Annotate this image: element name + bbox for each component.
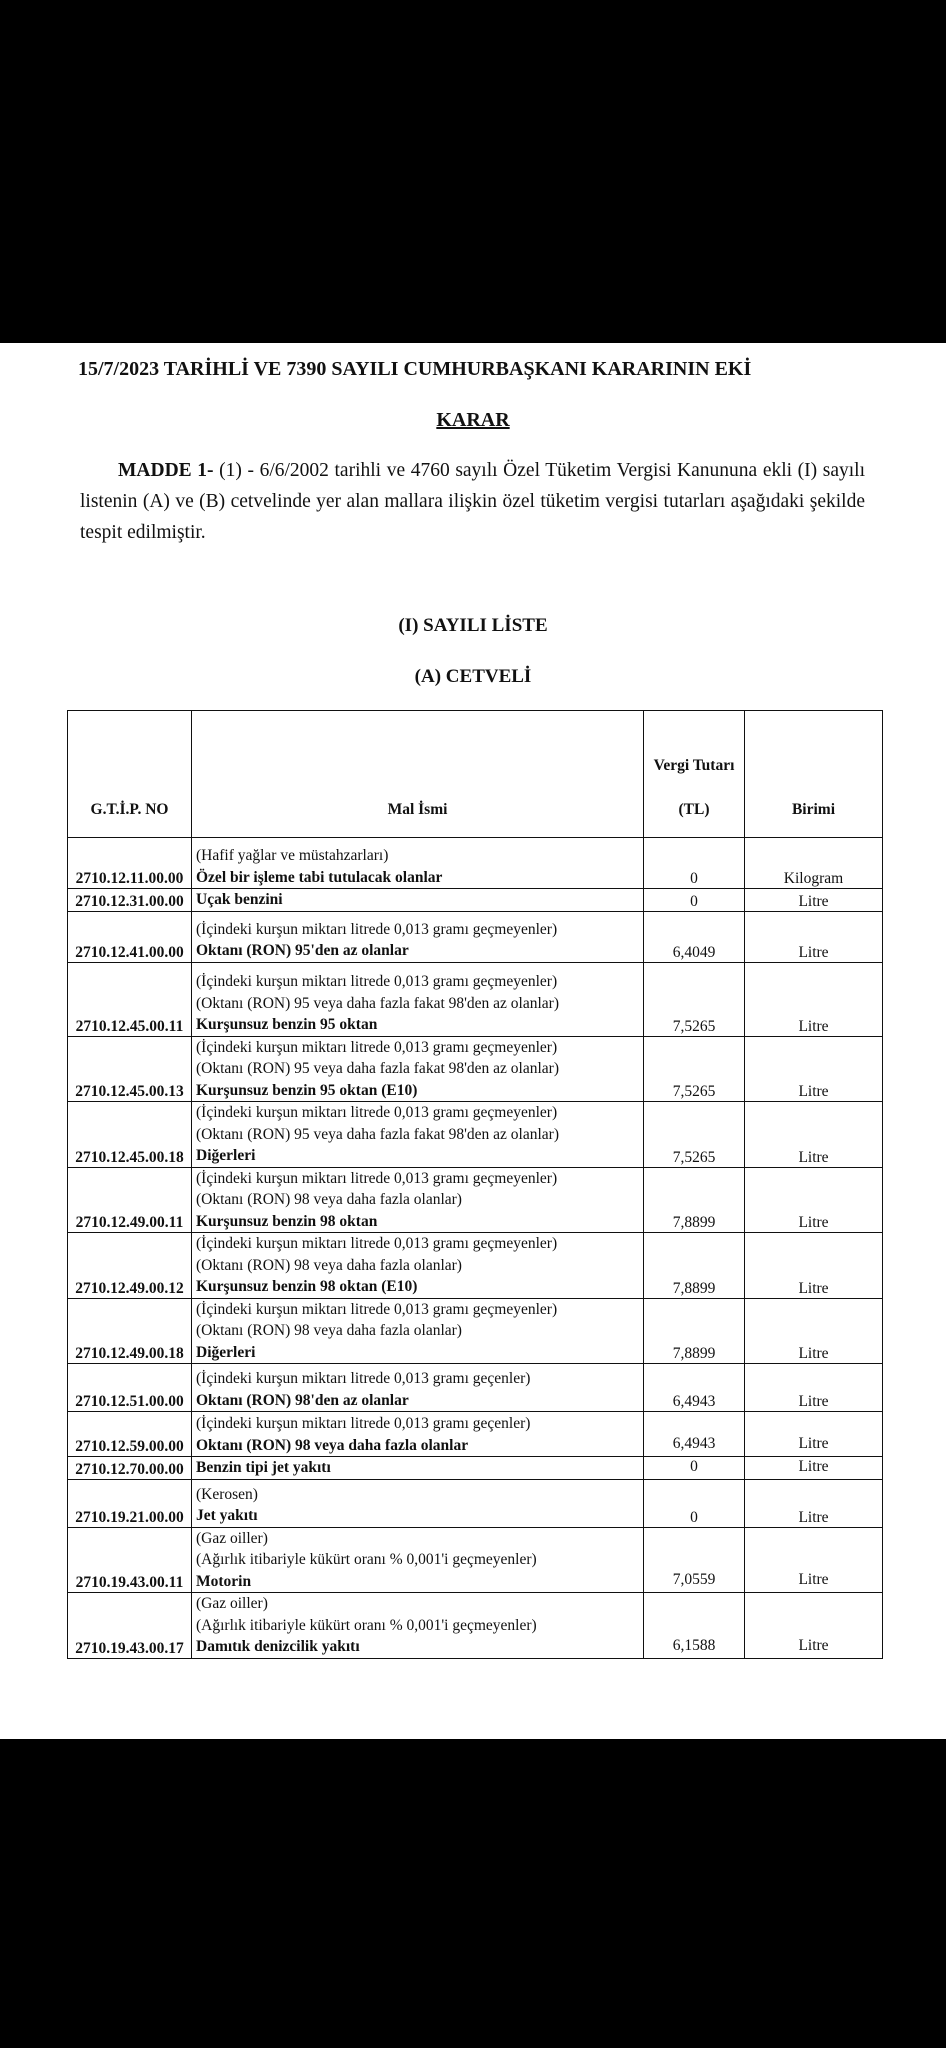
cell-amount: 7,8899 (644, 1167, 745, 1233)
table-header-row (68, 711, 883, 838)
cell-code: 2710.12.49.00.18 (68, 1298, 192, 1364)
document-subtitle: KARAR (436, 409, 510, 431)
cell-amount: 6,1588 (644, 1593, 745, 1659)
cell-note: (Oktanı (RON) 98 veya daha fazla olanlar) (196, 1191, 462, 1208)
cell-unit: Litre (745, 889, 883, 912)
header-code: G.T.İ.P. NO (68, 711, 192, 838)
cell-code: 2710.19.21.00.00 (68, 1479, 192, 1527)
cell-unit: Litre (745, 1412, 883, 1457)
cell-amount: 0 (644, 889, 745, 912)
cell-note: (Oktanı (RON) 98 veya daha fazla olanlar) (196, 1256, 462, 1274)
cell-item-name: Oktanı (RON) 98'den az olanlar (196, 1391, 409, 1409)
table-row (68, 1412, 883, 1457)
cell-item-name: Damıtık denizcilik yakıtı (196, 1638, 360, 1655)
cell-code: 2710.12.51.00.00 (68, 1364, 192, 1412)
cell-unit: Litre (745, 1364, 883, 1412)
cell-item-name: Jet yakıtı (196, 1507, 258, 1524)
cell-code: 2710.19.43.00.11 (68, 1527, 192, 1593)
cell-note: (Gaz oiller) (196, 1595, 268, 1612)
cell-item-name: Oktanı (RON) 98 veya daha fazla olanlar (196, 1436, 469, 1454)
cell-name (192, 889, 644, 912)
cell-amount: 7,5265 (644, 1102, 745, 1168)
table-row (68, 911, 883, 962)
table-row (68, 1233, 883, 1299)
tax-table (67, 710, 883, 1659)
table-row (68, 1479, 883, 1527)
cell-note: (Oktanı (RON) 95 veya daha fazla fakat 98'den az olanlar) (196, 1125, 560, 1143)
schedule-heading: (A) CETVELİ (414, 666, 532, 687)
header-name: Mal İsmi (192, 711, 644, 838)
cell-unit: Litre (745, 1457, 883, 1480)
header-amount-line2: (TL) (678, 801, 710, 818)
cell-name (192, 1364, 644, 1412)
cell-note: (İçindeki kurşun miktarı litrede 0,013 gramı geçmeyenler) (196, 1169, 558, 1187)
cell-note: (İçindeki kurşun miktarı litrede 0,013 gramı geçmeyenler) (196, 1038, 558, 1056)
cell-name (192, 1298, 644, 1364)
cell-note: (Oktanı (RON) 95 veya daha fazla fakat 98'den az olanlar) (196, 994, 560, 1012)
table-row (68, 1167, 883, 1233)
cell-name (192, 911, 644, 962)
cell-amount: 6,4943 (644, 1412, 745, 1457)
header-amount (644, 711, 745, 838)
cell-note: (Oktanı (RON) 95 veya daha fazla fakat 98'den az olanlar) (196, 1060, 560, 1077)
cell-note: (İçindeki kurşun miktarı litrede 0,013 gramı geçmeyenler) (196, 1235, 558, 1252)
cell-code: 2710.12.49.00.11 (68, 1167, 192, 1233)
cell-note: (Gaz oiller) (196, 1529, 268, 1547)
cell-unit: Litre (745, 1233, 883, 1299)
cell-unit: Kilogram (745, 838, 883, 889)
cell-item-name: Diğerleri (196, 1147, 256, 1164)
cell-name (192, 838, 644, 889)
cell-unit: Litre (745, 1593, 883, 1659)
table-row (68, 962, 883, 1036)
table-row (68, 1036, 883, 1102)
document-page (0, 343, 946, 1739)
cell-note: (Oktanı (RON) 98 veya daha fazla olanlar) (196, 1322, 462, 1339)
cell-unit: Litre (745, 1479, 883, 1527)
article-label: MADDE 1- (118, 460, 214, 481)
list-heading: (I) SAYILI LİSTE (398, 615, 548, 636)
table-row (68, 1364, 883, 1412)
cell-unit: Litre (745, 1036, 883, 1102)
cell-item-name: Kurşunsuz benzin 95 oktan (196, 1016, 378, 1033)
cell-unit: Litre (745, 911, 883, 962)
table-row (68, 889, 883, 912)
cell-name (192, 1593, 644, 1659)
cell-name (192, 1457, 644, 1480)
cell-name (192, 1233, 644, 1299)
cell-code: 2710.12.45.00.13 (68, 1036, 192, 1102)
cell-amount: 6,4943 (644, 1364, 745, 1412)
cell-item-name: Benzin tipi jet yakıtı (196, 1459, 331, 1476)
cell-note: (İçindeki kurşun miktarı litrede 0,013 gramı geçmeyenler) (196, 1104, 558, 1121)
cell-amount: 0 (644, 838, 745, 889)
cell-amount: 7,5265 (644, 1036, 745, 1102)
cell-note: (İçindeki kurşun miktarı litrede 0,013 gramı geçenler) (196, 1370, 531, 1387)
cell-code: 2710.19.43.00.17 (68, 1593, 192, 1659)
cell-unit: Litre (745, 1527, 883, 1593)
cell-amount: 0 (644, 1457, 745, 1480)
article-text: (1) - 6/6/2002 tarihli ve 4760 sayılı Özel Tüketim Vergisi Kanununa ekli (I) sayılı listenin (A) ve (B) cetvelinde yer alan mallara ilişkin özel tüketim vergisi tutarları aşağıdaki şekilde tespit edilmiştir. (80, 460, 865, 543)
cell-note: (İçindeki kurşun miktarı litrede 0,013 gramı geçenler) (196, 1415, 531, 1432)
cell-note: (Ağırlık itibariyle kükürt oranı % 0,001'i geçmeyenler) (196, 1551, 537, 1568)
cell-amount: 7,5265 (644, 962, 745, 1036)
cell-note: (İçindeki kurşun miktarı litrede 0,013 gramı geçmeyenler) (196, 973, 558, 990)
cell-amount: 6,4049 (644, 911, 745, 962)
cell-name (192, 1167, 644, 1233)
cell-note: (İçindeki kurşun miktarı litrede 0,013 gramı geçmeyenler) (196, 920, 558, 938)
table-row (68, 1527, 883, 1593)
cell-name (192, 962, 644, 1036)
table-row (68, 838, 883, 889)
cell-note: (Hafif yağlar ve müstahzarları) (196, 847, 389, 864)
table-row (68, 1457, 883, 1480)
cell-code: 2710.12.59.00.00 (68, 1412, 192, 1457)
cell-code: 2710.12.11.00.00 (68, 838, 192, 889)
cell-code: 2710.12.70.00.00 (68, 1457, 192, 1480)
cell-note: (Ağırlık itibariyle kükürt oranı % 0,001'i geçmeyenler) (196, 1616, 537, 1634)
cell-unit: Litre (745, 1298, 883, 1364)
cell-name (192, 1479, 644, 1527)
cell-unit: Litre (745, 962, 883, 1036)
cell-item-name: Kurşunsuz benzin 95 oktan (E10) (196, 1081, 418, 1099)
header-amount-line1: Vergi Tutarı (653, 757, 735, 774)
cell-item-name: Özel bir işleme tabi tutulacak olanlar (196, 868, 443, 886)
cell-name (192, 1036, 644, 1102)
cell-name (192, 1527, 644, 1593)
cell-note: (Kerosen) (196, 1485, 258, 1503)
cell-item-name: Diğerleri (196, 1343, 256, 1361)
cell-item-name: Oktanı (RON) 95'den az olanlar (196, 942, 409, 959)
document-title: 15/7/2023 TARİHLİ VE 7390 SAYILI CUMHURBAŞKANI KARARININ EKİ (78, 358, 752, 380)
table-row (68, 1593, 883, 1659)
cell-name (192, 1102, 644, 1168)
cell-code: 2710.12.31.00.00 (68, 889, 192, 912)
cell-code: 2710.12.41.00.00 (68, 911, 192, 962)
cell-amount: 7,0559 (644, 1527, 745, 1593)
cell-item-name: Motorin (196, 1572, 252, 1590)
cell-amount: 7,8899 (644, 1233, 745, 1299)
cell-code: 2710.12.45.00.18 (68, 1102, 192, 1168)
cell-code: 2710.12.45.00.11 (68, 962, 192, 1036)
table-row (68, 1298, 883, 1364)
header-unit: Birimi (745, 711, 883, 838)
article-paragraph (80, 455, 865, 548)
cell-item-name: Kurşunsuz benzin 98 oktan (E10) (196, 1278, 418, 1295)
cell-note: (İçindeki kurşun miktarı litrede 0,013 gramı geçmeyenler) (196, 1300, 558, 1318)
cell-item-name: Kurşunsuz benzin 98 oktan (196, 1212, 378, 1230)
cell-amount: 7,8899 (644, 1298, 745, 1364)
cell-unit: Litre (745, 1167, 883, 1233)
cell-name (192, 1412, 644, 1457)
cell-unit: Litre (745, 1102, 883, 1168)
table-row (68, 1102, 883, 1168)
cell-code: 2710.12.49.00.12 (68, 1233, 192, 1299)
cell-item-name: Uçak benzini (196, 891, 283, 908)
cell-amount: 0 (644, 1479, 745, 1527)
